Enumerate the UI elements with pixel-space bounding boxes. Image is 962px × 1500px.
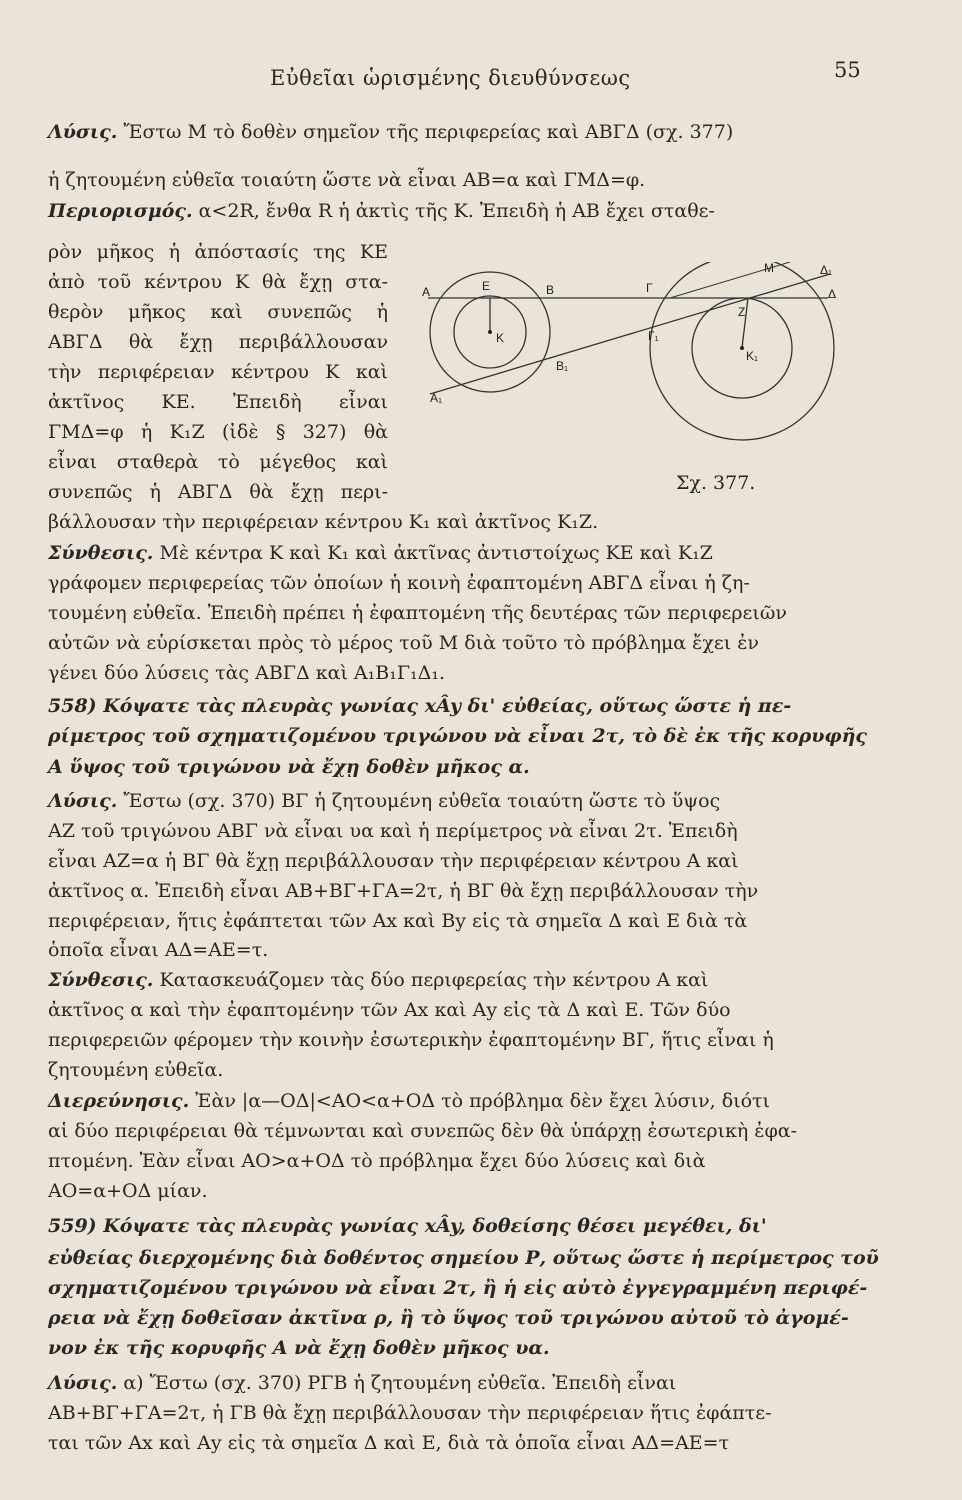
text-line	[48, 879, 876, 903]
text-line	[48, 1306, 876, 1330]
text-line	[48, 1371, 876, 1395]
text-line	[48, 1214, 876, 1238]
line-text: Ἔστω Μ τὸ δοθὲν σημεῖον τῆς περιφερείας καὶ ΑΒΓΔ (σχ. 377)	[117, 121, 734, 143]
text-line	[48, 541, 876, 565]
line-text: ρεια νὰ ἔχῃ δοθεῖσαν ἀκτῖνα ρ, ἢ τὸ ὕψος τοῦ τριγώνου αὐτοῦ τὸ ἀγομέ-	[48, 1307, 849, 1329]
text-line	[48, 755, 876, 779]
text-line	[48, 601, 876, 625]
run-in-heading: Λύσις.	[48, 121, 118, 143]
line-text: ὁποῖα εἶναι ΑΔ=ΑΕ=τ.	[48, 939, 269, 961]
label-k1: K₁	[746, 349, 759, 363]
text-line	[48, 420, 388, 444]
line-text: Κόψατε τὰς πλευρὰς γωνίας xÂy δι' εὐθείας, οὕτως ὥστε ἡ πε-	[96, 695, 792, 717]
text-line	[48, 1246, 879, 1270]
line-text: Κόψατε τὰς πλευρὰς γωνίας xÂy, δοθείσης θέσει μεγέθει, δι'	[96, 1215, 767, 1237]
text-line	[48, 909, 876, 933]
line-text: γράφομεν περιφερείας τῶν ὁποίων ἡ κοινὴ ἐφαπτομένη ΑΒΓΔ εἶναι ἡ ζη-	[48, 572, 750, 594]
run-in-heading: Σύνθεσις.	[48, 542, 154, 564]
text-line	[48, 390, 388, 414]
text-line	[48, 300, 388, 324]
text-line	[48, 330, 388, 354]
line-text: τουμένη εὐθεῖα. Ἐπειδὴ πρέπει ἡ ἐφαπτομένη τῆς δευτέρας τῶν περιφερειῶν	[48, 602, 787, 624]
line-text: τὴν περιφέρειαν κέντρου Κ καὶ	[48, 361, 388, 383]
line-text: εἶναι ΑΖ=α ἡ ΒΓ θὰ ἔχῃ περιβάλλουσαν τὴν περιφέρειαν κέντρου Α καὶ	[48, 850, 739, 872]
line-text: Μὲ κέντρα Κ καὶ Κ₁ καὶ ἀκτῖνας ἀντιστοίχως ΚΕ καὶ Κ₁Ζ	[153, 542, 713, 564]
label-g: Γ	[646, 281, 653, 295]
text-line	[48, 571, 876, 595]
line-text: ἀκτῖνος α. Ἐπειδὴ εἶναι ΑΒ+ΒΓ+ΓΑ=2τ, ἡ ΒΓ θὰ ἔχῃ περιβάλλουσαν τὴν	[48, 880, 759, 902]
line-text: ἡ ζητουμένη εὐθεῖα τοιαύτη ὥστε νὰ εἶναι ΑΒ=α καὶ ΓΜΔ=φ.	[48, 169, 646, 191]
text-line	[48, 1336, 876, 1360]
line-text: ΓΜΔ=φ ἡ Κ₁Ζ (ἰδὲ § 327) θὰ	[48, 421, 388, 443]
text-line	[48, 938, 876, 962]
text-line	[48, 1401, 876, 1425]
line-text: ρὸν μῆκος ἡ ἀπόστασίς της ΚΕ	[48, 241, 388, 263]
line-text: περιφερειῶν φέρομεν τὴν κοινὴν ἐσωτερικὴν ἐφαπτομένην ΒΓ, ἥτις εἶναι ἡ	[48, 1029, 774, 1051]
text-line	[48, 968, 876, 992]
line-text: περιφέρειαν, ἥτις ἐφάπτεται τῶν Αx καὶ Βy εἰς τὰ σημεῖα Δ καὶ Ε διὰ τὰ	[48, 910, 748, 932]
text-line	[48, 694, 876, 718]
line-text: γένει δύο λύσεις τὰς ΑΒΓΔ καὶ Α₁Β₁Γ₁Δ₁.	[48, 662, 446, 684]
line-text: ἀκτῖνος α καὶ τὴν ἐφαπτομένην τῶν Αx καὶ Αy εἰς τὰ Δ καὶ Ε. Τῶν δύο	[48, 999, 731, 1021]
line-text: ΑΒ+ΒΓ+ΓΑ=2τ, ἡ ΓΒ θὰ ἔχῃ περιβάλλουσαν τὴν περιφέρειαν ἥτις ἐφάπτε-	[48, 1402, 772, 1424]
text-line	[48, 849, 876, 873]
line-text: ΑΖ τοῦ τριγώνου ΑΒΓ νὰ εἶναι υα καὶ ἡ περίμετρος νὰ εἶναι 2τ. Ἐπειδὴ	[48, 820, 738, 842]
label-e: E	[482, 279, 491, 293]
line-text: α) Ἔστω (σχ. 370) ΡΓΒ ἡ ζητουμένη εὐθεῖα. Ἐπειδὴ εἶναι	[117, 1372, 677, 1394]
line-text: Α ὕψος τοῦ τριγώνου νὰ ἔχῃ δοθὲν μῆκος α.	[48, 756, 530, 778]
text-line	[48, 120, 876, 144]
line-text: αἱ δύο περιφέρειαι θὰ τέμνωνται καὶ συνεπῶς δὲν θὰ ὑπάρχῃ ἐσωτερικὴ ἐφα-	[48, 1120, 798, 1142]
label-b: B	[546, 283, 555, 297]
text-line	[48, 1089, 876, 1113]
line-text: ἀκτῖνος ΚΕ. Ἐπειδὴ εἶναι	[48, 391, 388, 413]
text-line	[48, 168, 876, 192]
line-text: εἶναι σταθερὰ τὸ μέγεθος καὶ	[48, 451, 388, 473]
run-in-heading: Λύσις.	[48, 790, 118, 812]
circle-k1	[650, 262, 837, 440]
text-line	[48, 1119, 876, 1143]
label-d: Δ	[828, 287, 837, 301]
text-line	[48, 1058, 876, 1082]
run-in-heading: Διερεύνησις.	[48, 1090, 190, 1112]
label-g1: Γ₁	[648, 329, 659, 343]
line-text: Ἔστω (σχ. 370) ΒΓ ἡ ζητουμένη εὐθεῖα τοιαύτη ὥστε τὸ ὕψος	[117, 790, 721, 812]
text-line	[48, 998, 876, 1022]
line-text: θερὸν μῆκος καὶ συνεπῶς ἡ	[48, 301, 388, 323]
figure-caption: Σχ. 377.	[676, 472, 756, 494]
line-text: Κατασκευάζομεν τὰς δύο περιφερείας τὴν κέντρου Α καὶ	[153, 969, 709, 991]
run-in-heading: Σύνθεσις.	[48, 969, 154, 991]
line-text: βάλλουσαν τὴν περιφέρειαν κέντρου Κ₁ καὶ ἀκτῖνος Κ₁Ζ.	[48, 511, 599, 533]
text-line	[48, 510, 876, 534]
label-b1: B₁	[556, 359, 569, 373]
label-a1: A₁	[430, 391, 443, 405]
run-in-heading: Λύσις.	[48, 1372, 118, 1394]
line-text: συνεπῶς ἡ ΑΒΓΔ θὰ ἔχῃ περι-	[48, 481, 388, 503]
label-d1: Δ₁	[820, 263, 833, 277]
run-in-heading: 559)	[48, 1215, 97, 1237]
text-line	[48, 724, 876, 748]
text-line	[48, 1028, 876, 1052]
text-line	[48, 270, 388, 294]
text-line	[48, 480, 388, 504]
text-line	[48, 661, 876, 685]
text-line	[48, 450, 388, 474]
text-line	[48, 1276, 876, 1300]
line-text: σχηματιζομένου τριγώνου νὰ εἶναι 2τ, ἢ ἡ εἰς αὐτὸ ἐγγεγραμμένη περιφέ-	[48, 1277, 868, 1299]
line-text: αὐτῶν νὰ εὑρίσκεται πρὸς τὸ μέρος τοῦ Μ διὰ τοῦτο τὸ πρόβλημα ἔχει ἐν	[48, 632, 759, 654]
label-m: M	[764, 262, 774, 275]
run-in-heading: 558)	[48, 695, 97, 717]
text-line	[48, 240, 388, 264]
line-text: ἀπὸ τοῦ κέντρου Κ θὰ ἔχῃ στα-	[48, 271, 388, 293]
line-text: ΑΟ=α+ΟΔ μίαν.	[48, 1180, 208, 1202]
label-z: Z	[738, 305, 746, 319]
line-text: ζητουμένη εὐθεῖα.	[48, 1059, 224, 1081]
text-line	[48, 1431, 876, 1455]
text-line	[48, 1149, 876, 1173]
page-number: 55	[834, 58, 861, 82]
running-header: Εὐθεῖαι ὡρισμένης διευθύνσεως	[270, 66, 631, 90]
text-line	[48, 819, 876, 843]
line-text: ρίμετρος τοῦ σχηματιζομένου τριγώνου νὰ εἶναι 2τ, τὸ δὲ ἐκ τῆς κορυφῆς	[48, 725, 867, 747]
line-text: ΑΒΓΔ θὰ ἔχῃ περιβάλλουσαν	[48, 331, 388, 353]
text-line	[48, 360, 388, 384]
line-text: εὐθείας διερχομένης διὰ δοθέντος σημείου Ρ, οὕτως ὥστε ἡ περίμετρος τοῦ	[48, 1247, 879, 1269]
run-in-heading: Περιορισμός.	[48, 200, 193, 222]
line-text: α<2R, ἔνθα R ἡ ἀκτὶς τῆς Κ. Ἐπειδὴ ἡ ΑΒ ἔχει σταθε-	[192, 200, 715, 222]
text-line	[48, 199, 876, 223]
line-text: ται τῶν Αx καὶ Αy εἰς τὰ σημεῖα Δ καὶ Ε, διὰ τὰ ὁποῖα εἶναι ΑΔ=ΑΕ=τ	[48, 1432, 730, 1454]
text-line	[48, 631, 876, 655]
text-line	[48, 1179, 876, 1203]
label-a: A	[422, 285, 431, 299]
label-k: K	[496, 331, 505, 345]
line-text: Ἐὰν |α—ΟΔ|<ΑΟ<α+ΟΔ τὸ πρόβλημα δὲν ἔχει λύσιν, διότι	[189, 1090, 770, 1112]
line-text: πτομένη. Ἐὰν εἶναι ΑΟ>α+ΟΔ τὸ πρόβλημα ἔχει δύο λύσεις καὶ διὰ	[48, 1150, 706, 1172]
text-line	[48, 789, 876, 813]
line-text: νον ἐκ τῆς κορυφῆς Α νὰ ἔχῃ δοθὲν μῆκος υα.	[48, 1337, 550, 1359]
figure-377	[410, 262, 850, 462]
